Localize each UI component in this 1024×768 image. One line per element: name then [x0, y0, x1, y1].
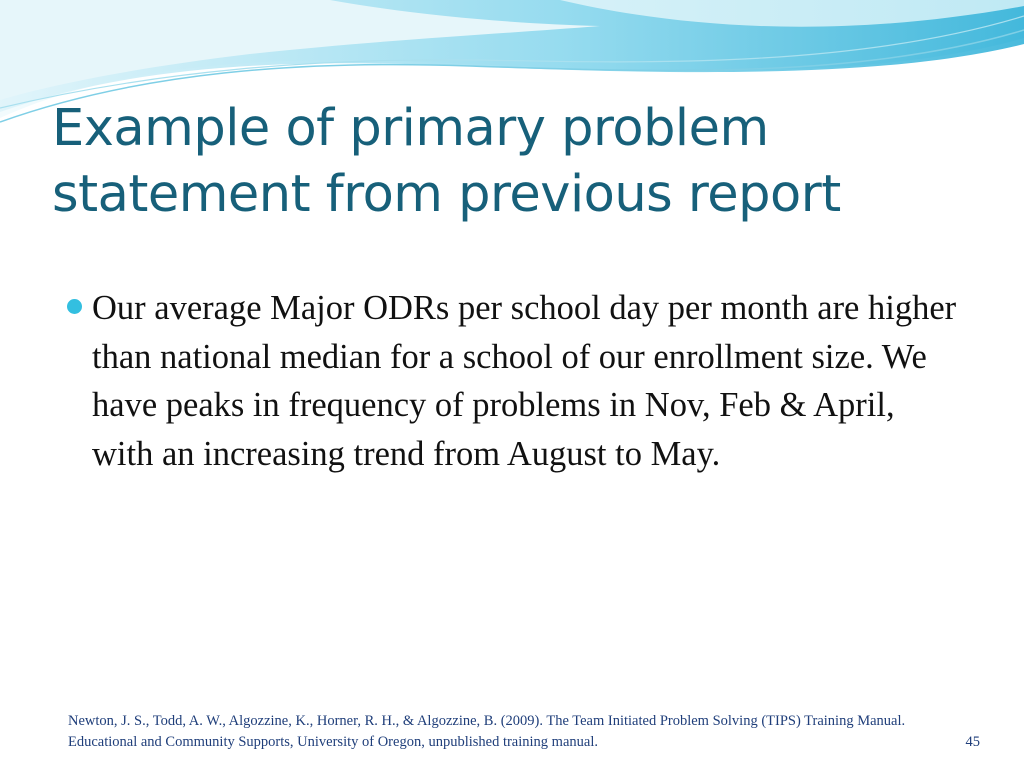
slide-title: Example of primary problem statement from previous report [52, 99, 841, 224]
bullet-dot-icon [67, 299, 82, 314]
footer-citation: Newton, J. S., Todd, A. W., Algozzine, K., Horner, R. H., & Algozzine, B. (2009). The Team Initiated Problem Solving (TIPS) Training Manual. Educational and Community Supports, University of Oregon, unpublished training manual. [68, 713, 906, 750]
slide-number: 45 [965, 734, 980, 750]
bullet-list [64, 284, 964, 478]
bullet-text: Our average Major ODRs per school day per month are higher than national median for a school of our enrollment size. We have peaks in frequency of problems in Nov, Feb & April, with an increasing trend from August to May. [92, 289, 957, 473]
bullet-item [64, 284, 964, 478]
